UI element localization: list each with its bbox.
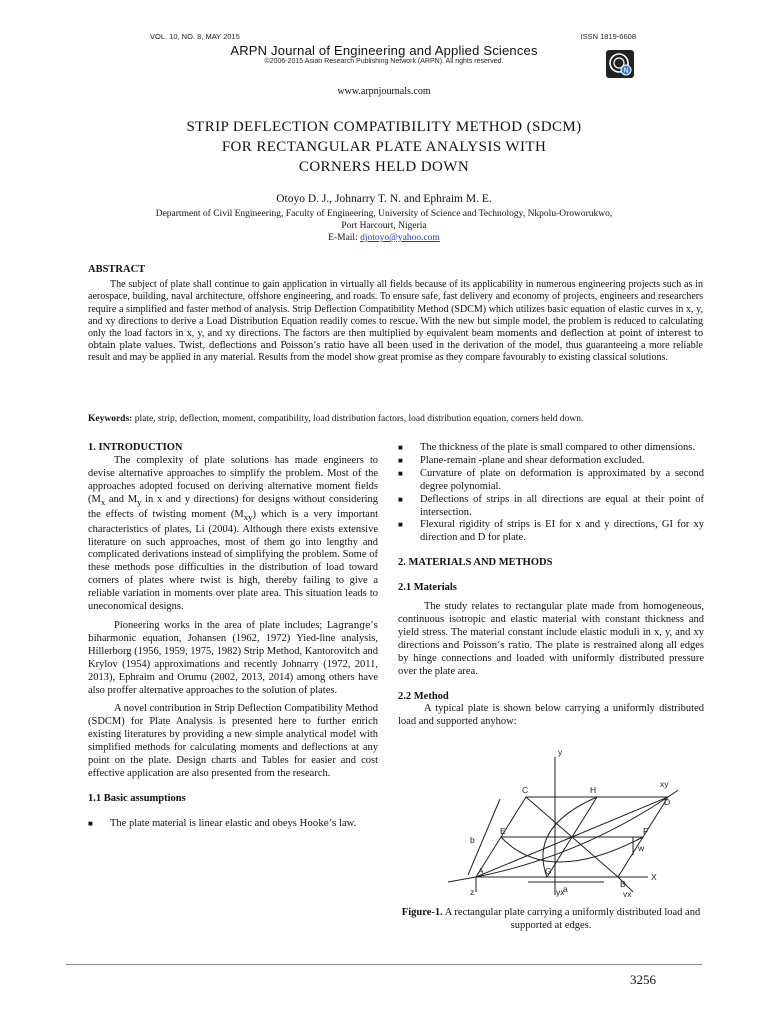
email-link[interactable]: djotoyo@yahoo.com <box>360 233 440 243</box>
journal-name: ARPN Journal of Engineering and Applied Sciences <box>230 43 538 58</box>
email-line <box>0 232 768 244</box>
assumptions-list-continued <box>398 442 704 545</box>
abstract-body <box>88 279 703 364</box>
affiliation <box>0 208 768 244</box>
list-item: ■ The plate material is linear elastic and obeys Hooke’s law. <box>88 818 378 831</box>
label-e: E <box>500 826 506 837</box>
intro-paragraph-1: The complexity of plate solutions has made engineers to devise alternative approaches to simplify the problem. Most of the approaches adopted focused on deriving alternative moment fields ($M_x$ and $M_y$ in x and y directions) for designs without considering the effects of twisting moment $(M_{xy})$ which is a very important characteristics of plates, Li (2004). Although there exists extensive literature on such approaches, most of them go into lengthy and complicated derivations instead of simplifying the problem. Some of these methods pose difficulties in the distribution of load toward corners of plates where twist is high, thereby failing to give a reliable variation in moments over plate area. This situation leads to uneconomical designs. <box>88 454 379 613</box>
email-label: E-Mail: <box>328 233 361 243</box>
label-c: C <box>522 785 529 796</box>
figure-caption: Figure-1. A rectangular plate carrying a uniformly distributed load and supported at edges. <box>401 907 701 932</box>
label-y: y <box>558 747 563 758</box>
title-line-3: CORNERS HELD DOWN <box>298 159 470 175</box>
method-paragraph: A typical plate is shown below carrying a uniformly distributed load and supported anyhow: <box>398 703 704 728</box>
footer-rule <box>66 964 702 965</box>
label-a-point: A <box>478 866 484 877</box>
authors: Otoyo D. J., Johnarry T. N. and Ephraim M. E. <box>276 193 492 205</box>
label-yx: yx <box>623 889 632 898</box>
list-item: ■ Flexural rigidity of strips is EI for x and y directions, GI for xy direction and D for plate. <box>398 519 704 545</box>
abstract-text-1: The subject of plate shall continue to gain application in virtually all fields because of its applicability in numerous engineering projects such as in aerospace, building, naval architecture, offshore engineering, and roads. To ensure safe, fast delivery and economy of projects, engineers and researchers require a simplified and faster method of analysis. Strip Deflection Compatibility Method (SDCM) which utilizes basic equation of elastic curves in x, y, and xy directions to derive a Load Distribution Equation readily comes to rescue. With the new but simple model, the problem is reduced to calculating only the load factors in x, y, and xy directions. The factors are then multiplied by equivalent beam <box>88 279 703 340</box>
keywords <box>88 414 703 424</box>
list-item: ■ Plane-remain -plane and shear deformation excluded. <box>398 455 704 468</box>
journal-logo-icon <box>606 50 634 78</box>
left-column <box>88 442 378 831</box>
label-f: F <box>643 826 649 837</box>
yx-axis-a <box>448 877 476 882</box>
logo-letter: N <box>623 67 629 75</box>
label-yx-2: yx <box>556 887 565 898</box>
label-d: D <box>664 797 671 808</box>
abstract <box>88 264 703 365</box>
keywords-text: plate, strip, deflection, moment, compatibility, load distribution factors, load distribution equation, corners held down. <box>134 414 584 424</box>
method-heading: 2.2 Method <box>398 690 449 702</box>
label-h: H <box>590 785 597 796</box>
materials-heading: 2.1 Materials <box>398 582 457 594</box>
affiliation-line-2: Port Harcourt, Nigeria <box>341 221 427 231</box>
intro-heading: 1. INTRODUCTION <box>88 442 183 453</box>
label-g: G <box>545 866 552 877</box>
affiliation-line-1: Department of Civil Engineering, Faculty of Engineering, University of Science and Technology, Nkpolu-Oroworukwo, <box>155 209 613 219</box>
materials-paragraph: The study relates to rectangular plate made from homogeneous, continuous isotropic and elastic material with constant thickness and yield stress. The material constant include elastic moduli in x, y, and xy directions and Poisson’s ratio. The plate is restrained along all edges by hinge connections and loaded with uniformly distributed pressure over the plate area. <box>398 601 704 677</box>
label-x: X <box>651 872 657 883</box>
page-number: 3256 <box>630 972 656 987</box>
list-item: ■ Deflections of strips in all directions are equal at their point of intersection. <box>398 494 704 520</box>
copyright-notice: ©2006-2015 Asian Research Publishing Network (ARPN). All rights reserved. <box>264 58 504 65</box>
title-line-1: STRIP DEFLECTION COMPATIBILITY METHOD (SDCM) <box>186 119 582 135</box>
xy-axis <box>668 789 678 797</box>
right-column <box>398 442 704 932</box>
title-line-2: FOR RECTANGULAR PLATE ANALYSIS WITH <box>221 139 547 155</box>
label-w: w <box>638 843 645 854</box>
list-item: ■ Curvature of plate on deformation is approximated by a second degree polynomial. <box>398 468 704 494</box>
journal-website: www.arpnjournals.com <box>337 86 431 97</box>
list-item: ■ The thickness of the plate is small compared to other dimensions. <box>398 442 704 455</box>
assumptions-heading: 1.1 Basic assumptions <box>88 792 186 804</box>
label-xy: xy <box>660 779 669 790</box>
abstract-text-2: moments and deflection at point of interest to obtain plate values. Twist, deflections and Poisson’s ratio have all been used <box>88 329 704 352</box>
issn-info: ISSN 1819-6608 <box>580 32 636 41</box>
keywords-label: Keywords: <box>88 414 133 424</box>
assumptions-list-start <box>88 818 378 831</box>
intro-paragraph-3: A novel contribution in Strip Deflection Compatibility Method (SDCM) for Plate Analysis is presented here to further enrich existing literatures by providing a new simple analytical model with simplified methods for calculating moments and deflections at any point on the plate. Design charts and Tables for easier and cost effective application are also presented from the research. <box>88 703 378 779</box>
paper-title <box>0 117 768 177</box>
abstract-heading: ABSTRACT <box>88 264 146 275</box>
intro-paragraph-2: Pioneering works in the area of plate includes; Lagrange’s biharmonic equation, Johansen (1962, 1972) Yied-line analysis, Hillerborg (1956, 1959, 1975, 1982) Strip Method, Kantorovitch and Krylov (1954) approximations and recently Johnarry (1972, 2011, 2013), Ephraim and Orumu (2002, 2013, 2014) among others have also proffer alternative approaches to the solution of plates. <box>88 619 378 696</box>
label-z: z <box>470 887 475 898</box>
label-a-dim: a <box>563 884 568 895</box>
label-b-point: B <box>620 879 626 890</box>
label-b: b <box>470 835 475 846</box>
volume-info: VOL. 10, NO. 8, MAY 2015 <box>150 32 240 41</box>
abstract-text-3: in the derivation of the model, thus guaranteeing a more reliable result and may be applied in any material. Results from the model show great promise as they compare favourably to existing classical solutions. <box>88 340 703 364</box>
materials-methods-heading: 2. MATERIALS AND METHODS <box>398 557 553 569</box>
plate-diagram <box>428 737 678 897</box>
